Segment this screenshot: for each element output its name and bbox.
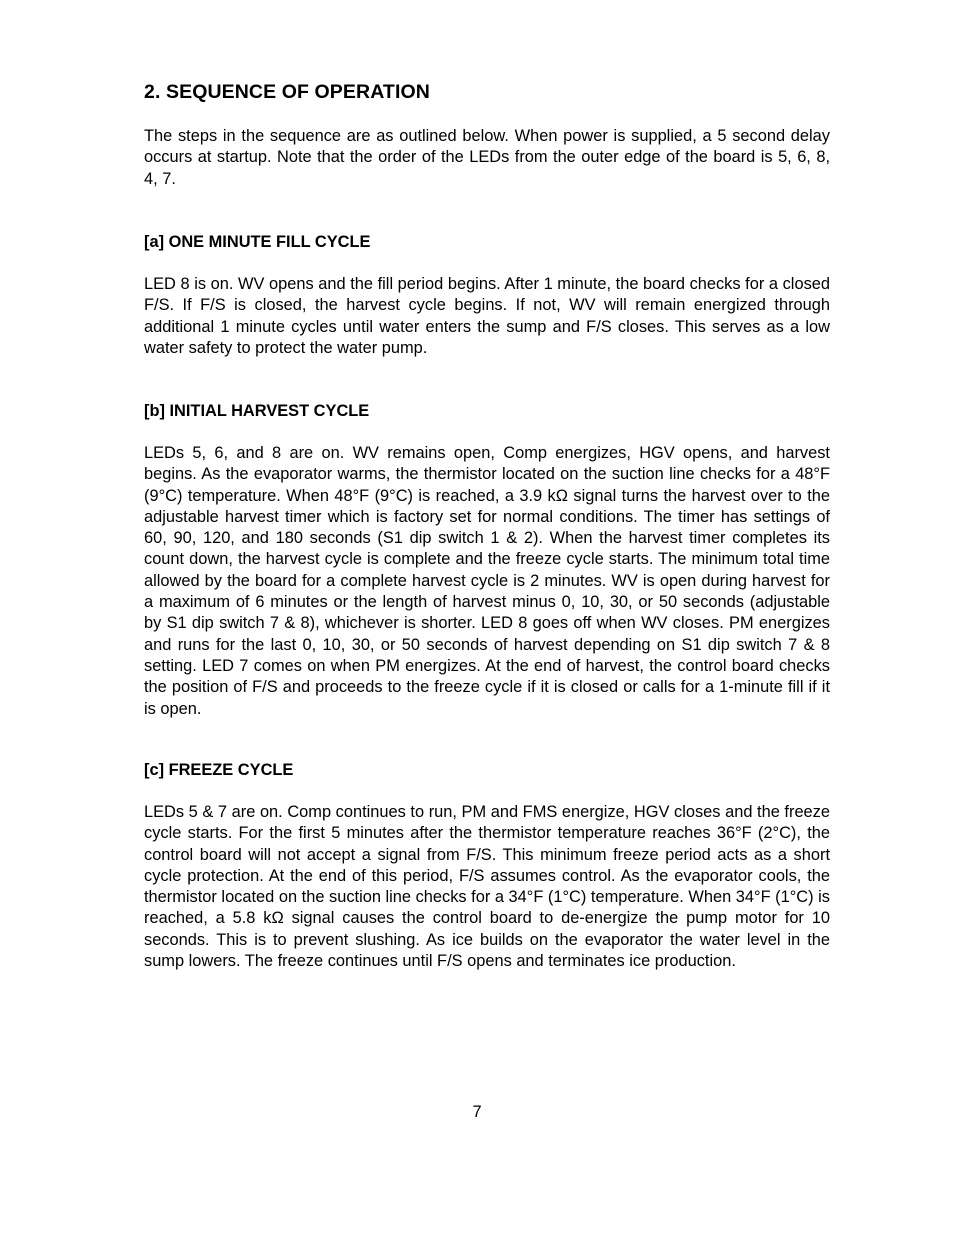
fill-cycle-paragraph: LED 8 is on. WV opens and the fill period begins. After 1 minute, the board checks for a closed F/S. If F/S is closed, the harvest cycle begins. If not, WV will remain energized through additional 1 minute cycles until water enters the sump and F/S closes. This serves as a low water safety to protect the water pump. [144,275,830,357]
page-number: 7 [472,1103,482,1121]
freeze-cycle-heading: [c] FREEZE CYCLE [144,761,294,779]
freeze-cycle-paragraph: LEDs 5 & 7 are on. Comp continues to run, PM and FMS energize, HGV closes and the freeze cycle starts. For the first 5 minutes after the thermistor temperature reaches 36°F (2°C), the control board will not accept a signal from F/S. This minimum freeze period acts as a short cycle protection. At the end of this period, F/S assumes control. As the evaporator cools, the thermistor located on the suction line checks for a 34°F (1°C) temperature. When 34°F (1°C) is reached, a 5.8 kΩ signal causes the control board to de-energize the pump motor for 10 seconds. This is to prevent slushing. As ice builds on the evaporator the water level in the sump lowers. The freeze continues until F/S opens and terminates ice production. [144,803,830,971]
fill-cycle-heading: [a] ONE MINUTE FILL CYCLE [144,233,371,251]
section-heading: 2. SEQUENCE OF OPERATION [144,81,430,103]
harvest-cycle-heading: [b] INITIAL HARVEST CYCLE [144,402,370,420]
harvest-cycle-paragraph: LEDs 5, 6, and 8 are on. WV remains open, Comp energizes, HGV opens, and harvest begins. As the evaporator warms, the thermistor located on the suction line checks for a 48°F (9°C) temperature. When 48°F (9°C) is reached, a 3.9 kΩ signal turns the harvest over to the adjustable harvest timer which is factory set for normal conditions. The timer has settings of 60, 90, 120, and 180 seconds (S1 dip switch 1 & 2). When the harvest timer completes its count down, the harvest cycle is complete and the freeze cycle starts. The minimum total time allowed by the board for a complete harvest cycle is 2 minutes. WV is open during harvest for a maximum of 6 minutes or the length of harvest minus 0, 10, 30, or 50 seconds (adjustable by S1 dip switch 7 & 8), whichever is shorter. LED 8 goes off when WV closes. PM energizes and runs for the last 0, 10, 30, or 50 seconds of harvest depending on S1 dip switch 7 & 8 setting. LED 7 comes on when PM energizes. At the end of harvest, the control board checks the position of F/S and proceeds to the freeze cycle if it is closed or calls for a 1-minute fill if it is open. [144,444,830,718]
intro-paragraph: The steps in the sequence are as outlined below. When power is supplied, a 5 second delay occurs at startup. Note that the order of the LEDs from the outer edge of the board is 5, 6, 8, 4, 7. [144,127,830,188]
